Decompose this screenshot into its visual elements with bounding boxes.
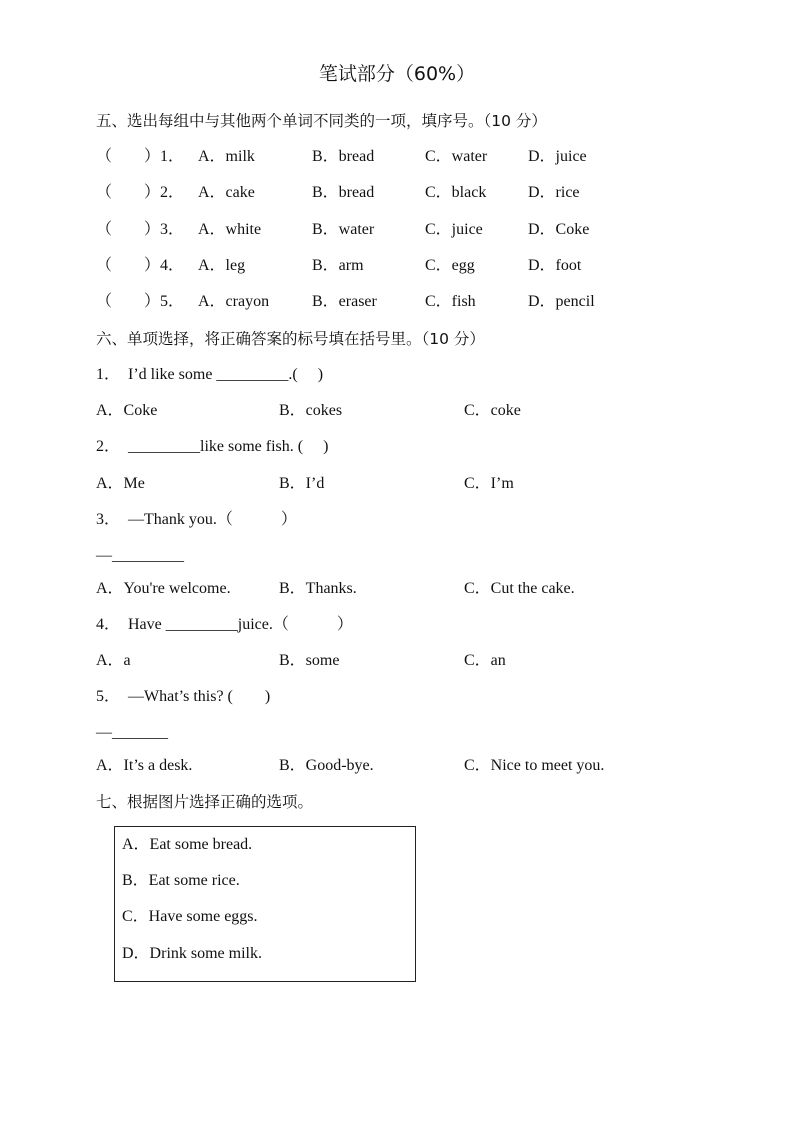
option-c: C．water [425, 148, 488, 165]
question-2-stem: 2． _________like some fish. ( ) [96, 438, 329, 455]
question-2-option-c: C．I’m [464, 475, 514, 492]
question-5-option-a: A．It’s a desk. [96, 757, 193, 774]
question-5-answer-line: —_______ [96, 724, 168, 741]
question-3-option-c: C．Cut the cake. [464, 580, 575, 597]
option-b: B．water [312, 221, 375, 238]
option-d: D．juice [528, 148, 587, 165]
option-b: B．eraser [312, 293, 377, 310]
question-3-stem: 3． —Thank you.（ ） [96, 511, 297, 528]
item-prefix: （ ）2． [96, 184, 185, 201]
option-a: A．cake [198, 184, 255, 201]
question-2-option-b: B．I’d [279, 475, 325, 492]
option-b: B．bread [312, 184, 375, 201]
question-4-option-c: C．an [464, 652, 506, 669]
option-a: A．crayon [198, 293, 270, 310]
option-a: A．white [198, 221, 262, 238]
question-4-option-b: B．some [279, 652, 340, 669]
option-d: D．rice [528, 184, 580, 201]
option-a: A．milk [198, 148, 255, 165]
question-2-option-a: A．Me [96, 475, 145, 492]
section-5-heading: 五、选出每组中与其他两个单词不同类的一项，填序号。（10 分） [96, 112, 547, 130]
question-3-option-a: A．You're welcome. [96, 580, 231, 597]
question-5-stem: 5． —What’s this? ( ) [96, 688, 271, 705]
option-c: C．juice [425, 221, 483, 238]
option-c: C．egg [425, 257, 475, 274]
section-6-heading: 六、单项选择，将正确答案的标号填在括号里。（10 分） [96, 330, 485, 348]
question-3-option-b: B．Thanks. [279, 580, 357, 597]
item-prefix: （ ）5． [96, 293, 185, 310]
box-option-d: D．Drink some milk. [122, 945, 262, 962]
option-b: B．bread [312, 148, 375, 165]
box-option-c: C．Have some eggs. [122, 908, 258, 925]
question-4-option-a: A．a [96, 652, 131, 669]
box-option-a: A．Eat some bread. [122, 836, 253, 853]
page-title: 笔试部分（60%） [318, 63, 476, 85]
question-1-option-b: B．cokes [279, 402, 343, 419]
option-a: A．leg [198, 257, 246, 274]
item-prefix: （ ）3． [96, 221, 185, 238]
question-1-option-a: A．Coke [96, 402, 158, 419]
option-c: C．fish [425, 293, 476, 310]
question-1-option-c: C．coke [464, 402, 521, 419]
question-1-stem: 1． I’d like some _________.( ) [96, 366, 324, 383]
option-d: D．pencil [528, 293, 595, 310]
section-7-heading: 七、根据图片选择正确的选项。 [96, 793, 314, 811]
option-b: B．arm [312, 257, 364, 274]
item-prefix: （ ）4． [96, 257, 185, 274]
option-c: C．black [425, 184, 487, 201]
option-d: D．foot [528, 257, 582, 274]
question-5-option-c: C．Nice to meet you. [464, 757, 605, 774]
item-prefix: （ ）1． [96, 148, 185, 165]
option-d: D．Coke [528, 221, 590, 238]
question-5-option-b: B．Good-bye. [279, 757, 374, 774]
question-4-stem: 4． Have _________juice.（ ） [96, 616, 353, 633]
question-3-answer-line: —_________ [96, 547, 184, 564]
box-option-b: B．Eat some rice. [122, 872, 240, 889]
